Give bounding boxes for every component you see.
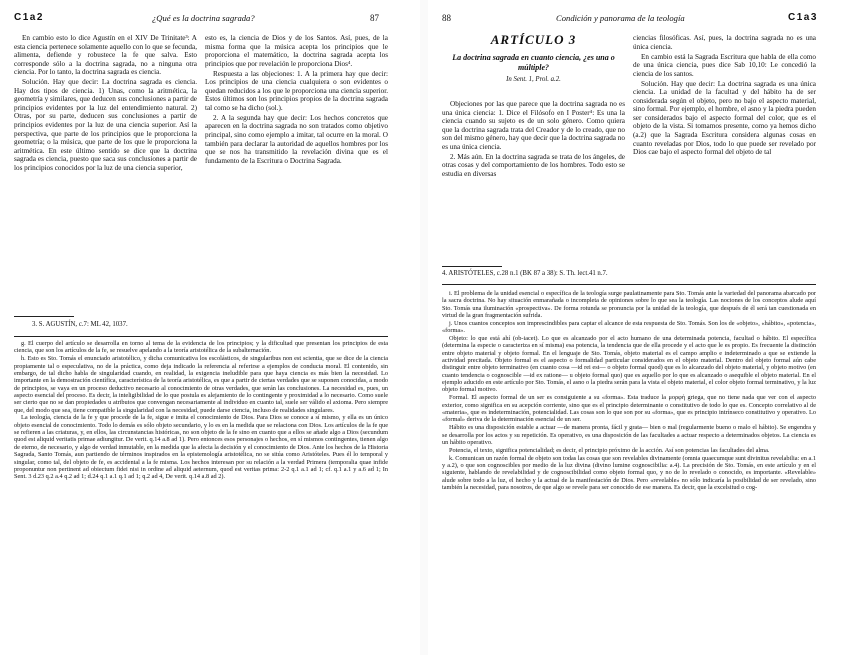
- left-section-label: C1a2: [14, 12, 44, 23]
- left-notes: [14, 340, 388, 650]
- right-running-head: [428, 12, 848, 28]
- right-column-2: [633, 34, 816, 262]
- paragraph: esto es, la ciencia de Dios y de los Santos. Así, pues, de la misma forma que la música acepta los principios que le proporciona el matemático, la doctrina sagrada acepta los principios que por revelación le proporciona Dios⁴.: [205, 34, 388, 68]
- right-page: [428, 0, 848, 655]
- note-paragraph: Potencia, el texto, significa potencialidad; es decir, el principio próximo de la acción. Así son potencias las facultades del alma.: [449, 446, 770, 454]
- article-title: ARTÍCULO 3: [490, 32, 577, 47]
- paragraph: En cambio esto lo dice Agustín en el XIV De Trinitate³: A esta ciencia pertenece solamente aquello con lo que se fecunda, alimenta, defiende y robustece la fe que salva. Esto corresponde sólo a la doctrina sagrada, no a ninguna otra ciencia. Por lo tanto, la doctrina sagrada es ciencia.: [14, 34, 197, 77]
- note-paragraph: k. Comunican un razón formal de objeto son todas las cosas que son revelables divinamente (omnia quaecumque sunt divinitus revelabilia: en a.1 y a.2), o que son cognoscibles por medio de la luz divina (divino lumine cognoscibilia: a.4). La precisión de Sto. Tomás, en este artículo y en el siguiente, hablando de revelabilidad y de cognoscibilidad como objeto formal quo, y no de lo revelado o conocido, es importante. «Revelable» alude sobre todo a la luz, el hecho y la actual de la manifestación de Dios. Pero «revelable» no sólo indicaría la posibilidad de ser revelado, sino también la necesidad, para nosotros, de que algo se revele para ser conocido de ese manera. Es decir, que la excelsitud o cog-: [442, 454, 816, 491]
- note-paragraph: Objeto: lo que está ahí (ob-iacet). Lo que es alcanzado por el acto humano de una determinada potencia, facultad o hábito. El específica (determina la especie o caracteriza en sí misma) esa potencia, la tendencia que de ella procede y el acto que le es propio. Es frecuente la distinción entre objeto material y objeto formal. En el lenguaje de Sto. Tomás, objeto material es el campo amplio e indeterminado a que se extiende la actividad precitada. Objeto formal es el aspecto o formalidad particular considerados en el objeto material. Dentro del objeto formal aún cabe distinguir entre objeto terminativo (en cuanto cosa —id rei est— o objeto formal quod) que es lo alcanzado del objeto material, y objeto motivo (en cuanto tendencia o cognoscible —id ex ratione— u objeto formal quo) que es aquello por lo que es alcanzado o asequible el objeto material. En el ejemplo aducido en este artículo por Sto. Tomás, el asno o la piedra serán para la vista el objeto material, el color objeto formal terminativo, y la luz objeto formal motivo.: [442, 335, 816, 394]
- article-subtitle: La doctrina sagrada en cuanto ciencia, ¿es una o múltiple?: [452, 53, 615, 72]
- left-notes-rule: [14, 336, 388, 337]
- right-footnote: 4. ARISTÓTELES, c.28 n.1 (BK 87 a 38): S. Th. lect.41 n.7.: [442, 270, 608, 277]
- right-page-number: 88: [442, 13, 451, 23]
- left-page: [0, 0, 420, 655]
- right-footnote-rule: [442, 266, 502, 267]
- note-paragraph: Formal. El aspecto formal de un ser es consiguiente a su «forma». Esta traduce la μορφή griega, que no tiene nada que ver con el aspecto exterior, como significa en su acepción corriente, sino que es el principio determinante o constitutivo de todo lo que es. Concepto correlativo al de «materia», que es indeterminación, potencialidad. Las cosas son lo que son por su «forma», que es principio intrínseco constitutivo y operativo. Lo «formal» deriva de la determinación esencial de un ser.: [442, 394, 816, 424]
- article-reference: In Sent. 1, Prol. a.2.: [506, 76, 561, 83]
- paragraph: Respuesta a las objeciones: 1. A la primera hay que decir: Los principios de una ciencia cualquiera o son evidentes o quedan reducidos a los que le proporciona una ciencia superior. Estos últimos son los principios propios de la doctrina sagrada tal como se ha dicho (sol.).: [205, 69, 388, 112]
- page-gutter: [420, 0, 428, 655]
- left-column-2: [205, 34, 388, 312]
- left-footnote: 3. S. AGUSTÍN, c.7: ML 42, 1037.: [32, 321, 128, 328]
- paragraph: ciencias filosóficas. Así, pues, la doctrina sagrada no es una única ciencia.: [633, 34, 816, 51]
- left-running-title: ¿Qué es la doctrina sagrada?: [152, 13, 255, 23]
- left-column-1: [14, 34, 197, 312]
- left-running-head: [0, 12, 420, 28]
- paragraph: 2. A la segunda hay que decir: Los hechos concretos que aparecen en la doctrina sagrada no son tratados como objetivo principal, sino como ejemplo a imitar, tal ocurre en la moral. O también para declarar la autoridad de aquellos hombres por los que se nos ha transmitido la revelación divina que es el fundamento de la Escritura o Doctrina Sagrada.: [205, 113, 388, 165]
- right-notes-rule: [442, 284, 816, 285]
- paragraph: Solución. Hay que decir: La doctrina sagrada es ciencia. Hay dos tipos de ciencia. 1) Unas, como la aritmética, la geometría y similares, que deducen sus conclusiones a partir de principios evidentes por la luz del entendimiento natural. 2) Otras, por su parte, deducen sus conclusiones a partir de principios evidentes por la luz de una ciencia superior. Así la perspectiva, que parte de los principios que le proporciona la geometría; o la música, que parte de los que le proporciona la aritmética. En este último sentido se dice que la doctrina sagrada es ciencia, puesto que saca sus conclusiones a partir de los principios conocidos por la luz de una ciencia superior,: [14, 78, 197, 172]
- note-paragraph: h. Esto es Sto. Tomás el enunciado aristotélico, y dicha comunicativa los escolásticos, de singularibus non est scientia, que se dice de la ciencia propiamente tal o especulativa, no de la práctica, como deja indicado la referencia al referirse a ejemplos de conducta moral. El contenido, sin embargo, de tal dicho habla de singularidad cuando, en realidad, la exigencia ineludible para que haya ciencia es más bien la necesidad. Lo importante en la demostración científica, característica de la teoría aristotélica, es que a partir de ciertas verdades que se suponen conocidas, a modo de principios, se vaya en un proceso deductivo necesario al conocimiento de otras verdades, que serán las conclusiones. La necesidad es, pues, un aspecto esencial del proceso. Es decir, la inteligibilidad de lo que postula es alejamiento de lo contingente y proximidad a lo necesario. Como suele ser cierto que no se dan propiedades u atributos que convengan necesariamente al individuo en cuanto tal, suele ser válido el axioma. Pero siempre que, del modo que sea, tiene compatible la singularidad con la necesidad, puede darse ciencia, incluso de realidades singulares.: [14, 355, 388, 414]
- note-paragraph: g. El cuerpo del artículo se desarrolla en torno al tema de la evidencia de los principios; y la dificultad que presentan los principios de esta ciencia, que son los artículos de la fe, se resuelve apelando a la teoría aristotélica de la subalternación.: [14, 340, 388, 355]
- left-page-number: 87: [370, 13, 379, 23]
- note-paragraph: j. Unos cuantos conceptos son imprescindibles para captar el alcance de esta respuesta de Sto. Tomás. Son los de «objeto», «hábito», «potencia», «forma».: [442, 319, 816, 335]
- left-footnote-rule: [14, 316, 74, 317]
- paragraph: Objeciones por las que parece que la doctrina sagrada no es una única ciencia: 1. Dice el Filósofo en I Poster⁴: Es una la ciencia cuando su sujeto es de un solo género. Como quiera que la doctrina sagrada trata del Creador y de lo creado, que no son del mismo género, hay que decir que la doctrina sagrada no es una única ciencia.: [442, 100, 625, 151]
- right-running-title: Condición y panorama de la teología: [556, 13, 685, 23]
- paragraph: 2. Más aún. En la doctrina sagrada se trata de los ángeles, de otras cosas y del comportamiento de los hombres. Todo esto se estudia en diversas: [442, 152, 625, 178]
- note-paragraph: La teología, ciencia de la fe y que procede de la fe, sigue e imita el conocimiento de Dios. Para Dios se conoce a sí mismo, y ella es un único objeto esencial de conocimiento. Todo lo demás es sólo objeto secundario, y lo es en la medida que se relaciona con Dios. Los artículos de la fe que se refieren a las criaturas, y, en ellos, las circunstancias históricas, no son objeto de la fe sino en cuanto que a ellos se añade algo a Dios (secundum quod est aliquid veritatis primae adiungitur. De verit. q.14 a.8 ad 1). Pero entonces esos personajes o hechos, en sí mismos contingentes, tienen algo de eterno, de necesario, y algo de verdad inmutable, en la medida que la afecta la decisión y el conocimiento de Dios. Ante los hechos de la Historia Sagrada, Santo Tomás, aun partiendo de términos inspirados en la epistemología aristotélica, no se sitúa como Aristóteles. Pues él lo temporal y singular, como tal, del objeto de fe, es accidental a la fe misma. Los hechos interesan por su relación a la verdad Primera (temporalia quae infide proponuntur non pertinent ad obiectum fidei nisi in ordine ad aliquid aeternum, quod est veritas prima: 2-2 q.1 a.1 ad 1; cf. q.1 a.1 y a.6 ad 1; In Sent. 3 d.23 q.2 a.4 q.2 ad 1; d.24 q.1 a.1 q.1 ad 1; q.2 ad 4, De verit. q.14 a.8 ad 2).: [14, 414, 388, 481]
- paragraph: Solución. Hay que decir: La doctrina sagrada es una única ciencia. La unidad de la facultad y del hábito ha de ser considerada según el objeto, pero no bajo el aspecto material, sino formal. Por ejemplo, el hombre, el asno y la piedra pueden ser considerados bajo el aspecto formal del color, que es el objeto de la vista. Si tomamos presente, como ya hemos dicho (a.2) que la Sagrada Escritura considera algunas cosas en cuanto reveladas por Dios, todo lo que puede ser revelado por Dios cae bajo el aspecto formal del objeto de tal: [633, 79, 816, 157]
- right-notes: [442, 290, 816, 650]
- right-column-1: [442, 100, 625, 262]
- right-section-label: C1a3: [788, 12, 818, 23]
- note-paragraph: i. El problema de la unidad esencial o específica de la teología surge paulatinamente para Sto. Tomás ante la variedad del panorama abarcado por la sacra doctrina. No hay situación enmarañada o incompleta de opiniones sobre lo que sea la teología. Las nociones de los conceptos alude aquí Sto. Tomás una iluminación «prospectiva». De forma rotunda se pronuncia por la unidad de la teología, que después de él será tan cuestionada en virtud de la gran fragmentación sufrida.: [442, 290, 816, 320]
- paragraph: En cambio está la Sagrada Escritura que habla de ella como de una única ciencia, pues dice Sab 10,10: Le concedió la ciencia de los santos.: [633, 52, 816, 78]
- note-paragraph: Hábito es una disposición estable a actuar —de manera pronta, fácil y grata— bien o mal (regularmente bueno o malo el hábito). Se engendra y se desarrolla por los actos y su repetición. Es operativo, es una disposición de las facultades a actuar respecto a determinados objetos. La ciencia es un hábito operativo.: [442, 424, 816, 446]
- article-heading: [442, 32, 625, 83]
